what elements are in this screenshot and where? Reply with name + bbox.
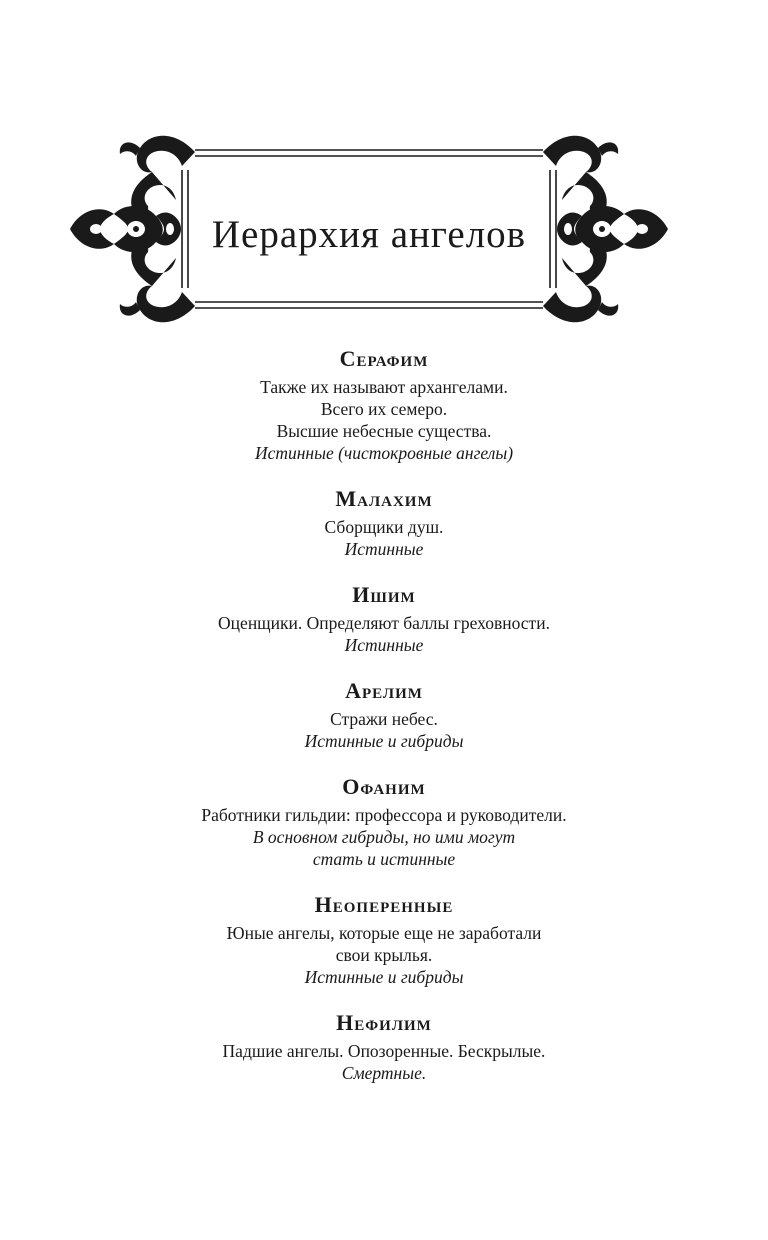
entry-heading: Арелим xyxy=(345,678,423,703)
entry-description: Также их называют архангелами. xyxy=(260,377,508,397)
entry-description: Стражи небес. xyxy=(330,709,438,729)
entry-heading: Неоперенные xyxy=(314,892,454,917)
entry-malakhim xyxy=(0,486,768,560)
entry-description: Сборщики душ. xyxy=(324,517,444,537)
entry-origin: Истинные (чистокровные ангелы) xyxy=(254,443,514,463)
entry-description: Работники гильдии: профессора и руководители. xyxy=(201,805,567,825)
entry-description: Всего их семеро. xyxy=(320,399,448,419)
entry-origin: Истинные и гибриды xyxy=(304,967,464,987)
entry-origin: Истинные и гибриды xyxy=(304,731,464,751)
page-title: Иерархия ангелов xyxy=(211,213,527,256)
entry-origin: В основном гибриды, но ими могут xyxy=(252,827,516,847)
entry-description: Юные ангелы, которые еще не заработали xyxy=(226,923,542,943)
entry-origin: Истинные xyxy=(344,635,424,655)
entry-heading: Нефилим xyxy=(336,1010,432,1035)
entry-heading: Малахим xyxy=(335,486,433,511)
entry-heading: Офаним xyxy=(342,774,426,799)
entry-seraphim xyxy=(0,346,768,464)
entry-description: Высшие небесные существа. xyxy=(276,421,492,441)
entry-origin: Смертные. xyxy=(341,1063,427,1083)
angel-hierarchy-list xyxy=(0,346,768,1106)
entry-neoperennye xyxy=(0,892,768,988)
ornamental-title-frame xyxy=(70,120,668,350)
entry-ofanim xyxy=(0,774,768,870)
entry-description: свои крылья. xyxy=(335,945,433,965)
entry-origin: стать и истинные xyxy=(312,849,456,869)
entry-description: Оценщики. Определяют баллы греховности. xyxy=(218,613,550,633)
entry-arelim xyxy=(0,678,768,752)
entry-heading: Ишим xyxy=(352,582,416,607)
entry-heading: Серафим xyxy=(339,346,429,371)
entry-ishim xyxy=(0,582,768,656)
entry-description: Падшие ангелы. Опозоренные. Бескрылые. xyxy=(222,1041,546,1061)
entry-origin: Истинные xyxy=(344,539,424,559)
entry-nefilim xyxy=(0,1010,768,1084)
